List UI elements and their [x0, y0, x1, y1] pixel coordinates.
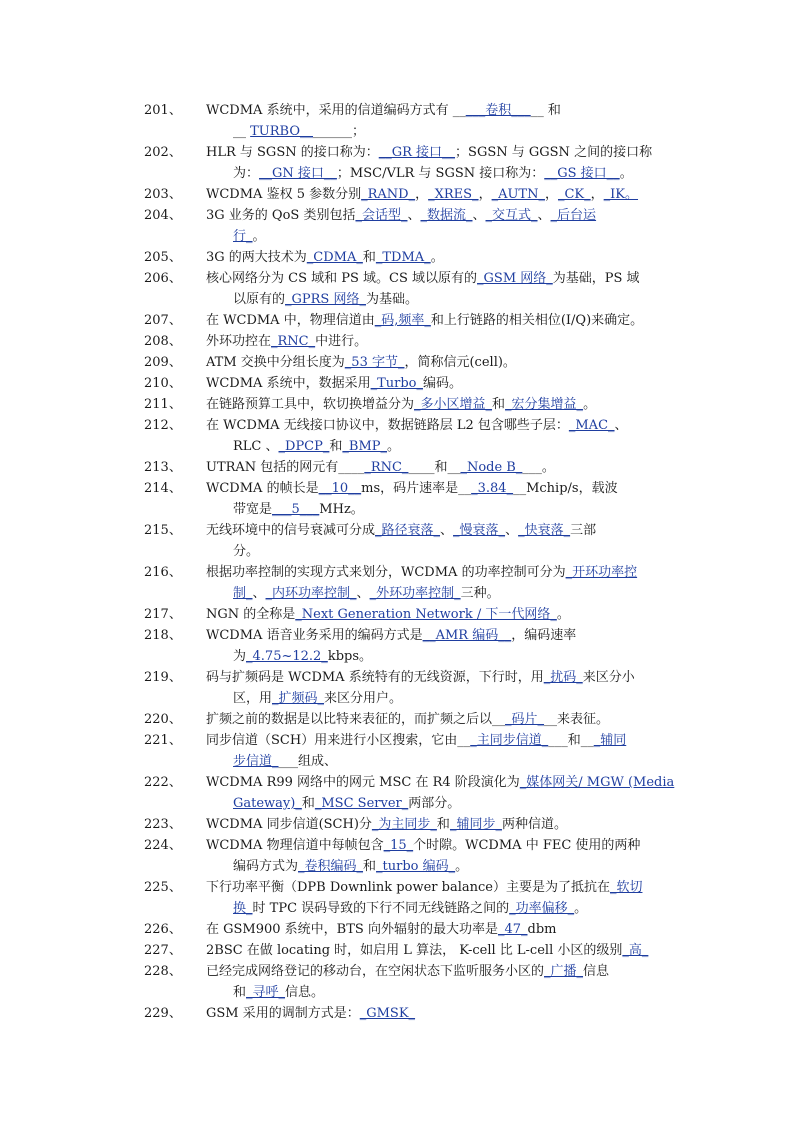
question-fragment: 以原有的: [233, 292, 286, 307]
question-number: 213、: [144, 460, 182, 475]
question-text: [206, 562, 680, 604]
question-number: 227、: [144, 943, 182, 958]
question-fragment: 三部: [570, 523, 597, 538]
question-text: [206, 772, 680, 814]
answer-blank: _码,频率_: [374, 313, 431, 328]
question-item: [146, 520, 680, 562]
question-fragment: 下行功率平衡（DPB Downlink power balance）主要是为了抵抗在: [206, 880, 610, 895]
question-text: [206, 520, 680, 562]
question-number: 218、: [144, 628, 182, 643]
question-number: 204、: [144, 208, 182, 223]
question-fragment: NGN 的全称是: [206, 607, 296, 622]
question-text: [206, 457, 680, 478]
answer-blank: _会话型_: [355, 208, 408, 223]
question-fragment: 。: [430, 250, 444, 265]
question-fragment: __: [233, 124, 251, 139]
question-fragment: MHz。: [319, 502, 364, 517]
question-text: [206, 940, 680, 961]
answer-blank: _后台运: [550, 208, 597, 223]
question-fragment: 在 GSM900 系统中，BTS 向外辐射的最大功率是: [206, 922, 498, 937]
question-number: 224、: [144, 838, 182, 853]
question-line: [206, 397, 596, 412]
question-text: [206, 331, 680, 352]
question-number: 229、: [144, 1006, 182, 1021]
question-number: 216、: [144, 565, 182, 580]
question-fragment: 编码方式为: [233, 859, 299, 874]
question-number: 222、: [144, 775, 182, 790]
question-line: [206, 1006, 415, 1021]
answer-blank: _码片_: [505, 712, 545, 727]
question-fragment: 在链路预算工具中，软切换增益分为: [206, 397, 415, 412]
question-item: [146, 562, 680, 604]
question-text: [206, 247, 680, 268]
question-fragment: 在 WCDMA 中，物理信道由: [206, 313, 375, 328]
answer-blank: _Next Generation Network / 下一代网络_: [295, 607, 557, 622]
question-fragment: ，: [544, 187, 558, 202]
question-line: [206, 523, 596, 538]
answer-blank: 换_: [233, 901, 253, 916]
question-number: 209、: [144, 355, 182, 370]
question-item: [146, 415, 680, 457]
question-fragment: ，简称信元(cell)。: [404, 355, 516, 370]
question-item: [146, 1003, 680, 1024]
question-item: [146, 919, 680, 940]
question-item: [146, 184, 680, 205]
answer-blank: _turbo 编码_: [376, 859, 456, 874]
question-text: [206, 142, 680, 184]
question-line: [206, 712, 609, 727]
question-item: [146, 268, 680, 310]
question-line: [206, 670, 635, 685]
answer-blank: 制_: [233, 586, 253, 601]
question-fragment: 。: [556, 607, 570, 622]
question-fragment: dbm: [527, 922, 557, 937]
question-text: [206, 394, 680, 415]
question-fragment: UTRAN 包括的网元有____: [206, 460, 365, 475]
question-fragment: WCDMA 的帧长是: [206, 481, 319, 496]
answer-blank: _3.84_: [471, 481, 514, 496]
question-fragment: WCDMA R99 网络中的网元 MSC 在 R4 阶段演化为: [206, 775, 520, 790]
answer-blank: _扰码_: [543, 670, 583, 685]
question-item: [146, 604, 680, 625]
question-line: [233, 541, 680, 562]
question-item: [146, 373, 680, 394]
answer-blank: __GN 接口__: [259, 166, 337, 181]
question-fragment: ，: [590, 187, 604, 202]
question-line: [206, 460, 555, 475]
question-fragment: kbps。: [327, 649, 373, 664]
question-text: [206, 268, 680, 310]
question-fragment: 为基础，PS 域: [552, 271, 640, 286]
question-fragment: 和: [436, 817, 450, 832]
question-fragment: 。: [387, 439, 401, 454]
answer-blank: _扩频码_: [272, 691, 325, 706]
question-line: [233, 499, 680, 520]
answer-blank: _主同步信道_: [470, 733, 549, 748]
question-fragment: 码与扩频码是 WCDMA 系统特有的无线资源，下行时，用: [206, 670, 544, 685]
question-line: [206, 250, 444, 265]
question-line: [233, 583, 680, 604]
question-text: [206, 100, 680, 142]
question-fragment: 三种。: [460, 586, 500, 601]
question-line: [206, 628, 576, 643]
answer-blank: _广播_: [544, 964, 584, 979]
answer-blank: 行_: [233, 229, 253, 244]
answer-blank: _软切: [609, 880, 643, 895]
answer-blank: _宏分集增益_: [505, 397, 584, 412]
question-line: [206, 481, 618, 496]
question-line: [233, 226, 680, 247]
question-item: [146, 940, 680, 961]
question-fragment: 编码。: [422, 376, 462, 391]
question-text: [206, 415, 680, 457]
question-text: [206, 877, 680, 919]
answer-blank: _内环功率控制_: [265, 586, 357, 601]
question-fragment: 、: [472, 208, 486, 223]
answer-blank: _IK。: [603, 187, 639, 202]
question-number: 214、: [144, 481, 182, 496]
question-number: 220、: [144, 712, 182, 727]
question-fragment: __Mchip/s，载波: [513, 481, 618, 496]
question-text: [206, 310, 680, 331]
answer-blank: _卷积编码_: [298, 859, 364, 874]
question-line: [233, 793, 680, 814]
question-number: 206、: [144, 271, 182, 286]
answer-blank: _GPRS 网络_: [285, 292, 366, 307]
question-item: [146, 625, 680, 667]
question-text: [206, 604, 680, 625]
answer-blank: _快衰落_: [518, 523, 571, 538]
question-line: [206, 187, 638, 202]
answer-blank: _47_: [497, 922, 528, 937]
question-item: [146, 814, 680, 835]
answer-blank: _功率偏移_: [509, 901, 575, 916]
question-fragment: WCDMA 同步信道(SCH)分: [206, 817, 372, 832]
question-number: 208、: [144, 334, 182, 349]
question-fragment: 区，用: [233, 691, 273, 706]
answer-blank: _交互式_: [485, 208, 538, 223]
question-item: [146, 730, 680, 772]
question-fragment: ms，码片速率是__: [361, 481, 472, 496]
question-item: [146, 835, 680, 877]
question-fragment: ___组成、: [278, 754, 338, 769]
question-fragment: ATM 交换中分组长度为: [206, 355, 345, 370]
question-number: 212、: [144, 418, 182, 433]
answer-blank: _慢衰落_: [453, 523, 506, 538]
question-item: [146, 709, 680, 730]
question-item: [146, 478, 680, 520]
answer-blank: _DPCP_: [278, 439, 330, 454]
question-fragment: 中进行。: [315, 334, 368, 349]
answer-blank: _CK_: [557, 187, 591, 202]
answer-blank: _GMSK_: [359, 1006, 416, 1021]
answer-blank: _RAND_: [361, 187, 416, 202]
question-line: [233, 982, 680, 1003]
question-number: 223、: [144, 817, 182, 832]
question-fragment: ___和__: [548, 733, 594, 748]
question-item: [146, 205, 680, 247]
question-text: [206, 184, 680, 205]
question-text: [206, 709, 680, 730]
question-fragment: 同步信道（SCH）用来进行小区搜索，它由__: [206, 733, 471, 748]
question-fragment: ___。: [522, 460, 555, 475]
question-item: [146, 247, 680, 268]
question-number: 211、: [144, 397, 182, 412]
answer-blank: _寻呼_: [246, 985, 286, 1000]
question-line: [206, 376, 462, 391]
question-fragment: 在 WCDMA 无线接口协议中，数据链路层 L2 包含哪些子层：: [206, 418, 569, 433]
question-fragment: 和上行链路的相关相位(I/Q)来确定。: [430, 313, 644, 328]
answer-blank: _RNC_: [271, 334, 316, 349]
question-number: 202、: [144, 145, 182, 160]
question-fragment: 来区分小: [582, 670, 635, 685]
question-fragment: 和: [362, 250, 376, 265]
question-line: [233, 751, 680, 772]
question-line: [206, 943, 648, 958]
answer-blank: _多小区增益_: [414, 397, 493, 412]
answer-blank: __AMR 编码__: [422, 628, 512, 643]
question-line: [206, 733, 626, 748]
question-item: [146, 100, 680, 142]
question-text: [206, 814, 680, 835]
question-line: [206, 607, 570, 622]
question-text: [206, 1003, 680, 1024]
answer-blank: _Turbo_: [370, 376, 423, 391]
question-text: [206, 205, 680, 247]
answer-blank: __GS 接口__: [544, 166, 620, 181]
question-line: [206, 271, 640, 286]
answer-blank: 步信道_: [233, 754, 279, 769]
question-fragment: 和: [329, 439, 343, 454]
question-line: [206, 964, 609, 979]
question-fragment: 、: [356, 586, 370, 601]
answer-blank: _RNC_: [364, 460, 409, 475]
question-line: [206, 922, 556, 937]
question-fragment: 带宽是: [233, 502, 273, 517]
question-number: 201、: [144, 103, 182, 118]
answer-blank: Gateway)_: [233, 796, 302, 811]
question-line: [206, 145, 652, 160]
question-text: [206, 625, 680, 667]
answer-blank: _XRES_: [428, 187, 479, 202]
question-item: [146, 961, 680, 1003]
question-line: [206, 565, 637, 580]
question-fragment: ____和__: [408, 460, 461, 475]
question-fragment: 信息: [583, 964, 610, 979]
question-number: 210、: [144, 376, 182, 391]
answer-blank: _辅同: [593, 733, 627, 748]
answer-blank: __10__: [318, 481, 362, 496]
answer-blank: _CDMA_: [306, 250, 363, 265]
question-line: [206, 334, 367, 349]
answer-blank: _高_: [622, 943, 649, 958]
question-fragment: 核心网络分为 CS 域和 PS 域。CS 域以原有的: [206, 271, 478, 286]
question-fragment: 两部分。: [408, 796, 461, 811]
question-fragment: 为基础。: [365, 292, 418, 307]
question-item: [146, 352, 680, 373]
question-line: [206, 817, 567, 832]
answer-blank: _路径衰落_: [375, 523, 441, 538]
answer-blank: ___卷积___: [465, 103, 531, 118]
question-fragment: 、: [407, 208, 421, 223]
answer-blank: _4.75~12.2_: [246, 649, 328, 664]
question-fragment: WCDMA 鉴权 5 参数分别: [206, 187, 362, 202]
question-fragment: 3G 业务的 QoS 类别包括: [206, 208, 356, 223]
question-text: [206, 352, 680, 373]
question-fragment: 来区分用户。: [324, 691, 403, 706]
question-fragment: ，编码速率: [511, 628, 577, 643]
question-text: [206, 667, 680, 709]
question-fragment: 和: [233, 985, 247, 1000]
answer-blank: _为主同步_: [371, 817, 437, 832]
answer-blank: _53 字节_: [344, 355, 405, 370]
question-line: [206, 313, 643, 328]
question-number: 205、: [144, 250, 182, 265]
question-fragment: 。: [619, 166, 633, 181]
question-fragment: 外环功控在: [206, 334, 272, 349]
question-fragment: 、: [614, 418, 628, 433]
question-number: 207、: [144, 313, 182, 328]
question-fragment: 扩频之前的数据是以比特来表征的，而扩频之后以__: [206, 712, 506, 727]
question-line: [233, 898, 680, 919]
question-text: [206, 730, 680, 772]
question-fragment: ；MSC/VLR 与 SGSN 接口称为：: [336, 166, 545, 181]
answer-blank: _BMP_: [342, 439, 388, 454]
question-fragment: 和: [363, 859, 377, 874]
question-number: 225、: [144, 880, 182, 895]
question-fragment: 、: [252, 586, 266, 601]
question-item: [146, 667, 680, 709]
question-fragment: 和: [301, 796, 315, 811]
question-fragment: 。: [455, 859, 469, 874]
question-fragment: 2BSC 在做 locating 时，如启用 L 算法， K-cell 比 L-cell 小区的级别: [206, 943, 623, 958]
question-line: [206, 418, 628, 433]
question-text: [206, 478, 680, 520]
answer-blank: _TDMA_: [375, 250, 431, 265]
answer-blank: _MAC_: [568, 418, 615, 433]
question-text: [206, 835, 680, 877]
question-item: [146, 394, 680, 415]
question-fragment: RLC 、: [233, 439, 279, 454]
question-fragment: 无线环境中的信号衰减可分成: [206, 523, 376, 538]
question-fragment: 个时隙。WCDMA 中 FEC 使用的两种: [413, 838, 641, 853]
question-number: 217、: [144, 607, 182, 622]
question-fragment: WCDMA 系统中，数据采用: [206, 376, 371, 391]
question-fragment: GSM 采用的调制方式是：: [206, 1006, 360, 1021]
question-number: 226、: [144, 922, 182, 937]
question-fragment: 已经完成网络登记的移动台，在空闲状态下监听服务小区的: [206, 964, 545, 979]
question-fragment: ，: [478, 187, 492, 202]
question-item: [146, 772, 680, 814]
question-text: [206, 919, 680, 940]
answer-blank: ___5___: [272, 502, 320, 517]
question-line: [206, 103, 561, 118]
question-item: [146, 310, 680, 331]
question-text: [206, 961, 680, 1003]
question-number: 219、: [144, 670, 182, 685]
question-fragment: 、: [537, 208, 551, 223]
question-fragment: 分。: [233, 544, 260, 559]
answer-blank: _外环功率控制_: [369, 586, 461, 601]
question-line: [233, 163, 680, 184]
answer-blank: _Node B_: [460, 460, 523, 475]
question-fragment: ，: [415, 187, 429, 202]
question-fragment: 为: [233, 649, 247, 664]
answer-blank: TURBO__: [250, 124, 314, 139]
question-line: [206, 880, 642, 895]
question-line: [206, 355, 516, 370]
question-fragment: HLR 与 SGSN 的接口称为：: [206, 145, 379, 160]
question-line: [233, 121, 680, 142]
question-item: [146, 877, 680, 919]
question-item: [146, 142, 680, 184]
answer-blank: _媒体网关/ MGW (Media: [519, 775, 675, 790]
question-line: [233, 856, 680, 877]
answer-blank: _MSC Server_: [314, 796, 409, 811]
question-fragment: 。: [574, 901, 588, 916]
question-text: [206, 373, 680, 394]
answer-blank: __GR 接口__: [378, 145, 456, 160]
question-fragment: 、: [505, 523, 519, 538]
question-fragment: WCDMA 物理信道中每帧包含: [206, 838, 384, 853]
question-line: [206, 775, 674, 790]
answer-blank: _数据流_: [420, 208, 473, 223]
question-fragment: 根据功率控制的实现方式来划分，WCDMA 的功率控制可分为: [206, 565, 566, 580]
question-fragment: 。: [252, 229, 266, 244]
question-fragment: WCDMA 语音业务采用的编码方式是: [206, 628, 423, 643]
question-line: [233, 646, 680, 667]
question-fragment: 3G 的两大技术为: [206, 250, 307, 265]
question-line: [233, 436, 680, 457]
question-fragment: ______；: [313, 124, 366, 139]
question-fragment: 为：: [233, 166, 260, 181]
question-line: [233, 289, 680, 310]
question-fragment: 、: [440, 523, 454, 538]
question-number: 215、: [144, 523, 182, 538]
question-fragment: 时 TPC 误码导致的下行不同无线链路之间的: [252, 901, 510, 916]
question-fragment: ；SGSN 与 GGSN 之间的接口称: [455, 145, 653, 160]
question-number: 228、: [144, 964, 182, 979]
question-fragment: 和: [492, 397, 506, 412]
answer-blank: _AUTN_: [491, 187, 545, 202]
question-fragment: __ 和: [530, 103, 561, 118]
question-fragment: 。: [583, 397, 597, 412]
question-line: [206, 838, 640, 853]
question-line: [233, 688, 680, 709]
answer-blank: _开环功率控: [565, 565, 638, 580]
question-number: 221、: [144, 733, 182, 748]
question-item: [146, 457, 680, 478]
answer-blank: _15_: [383, 838, 414, 853]
question-fragment: WCDMA 系统中，采用的信道编码方式有 __: [206, 103, 466, 118]
question-line: [206, 208, 596, 223]
question-item: [146, 331, 680, 352]
answer-blank: _GSM 网络_: [477, 271, 553, 286]
question-fragment: __来表征。: [544, 712, 610, 727]
answer-blank: _辅同步_: [449, 817, 502, 832]
question-fragment: 信息。: [285, 985, 325, 1000]
question-number: 203、: [144, 187, 182, 202]
question-fragment: 两种信道。: [501, 817, 567, 832]
